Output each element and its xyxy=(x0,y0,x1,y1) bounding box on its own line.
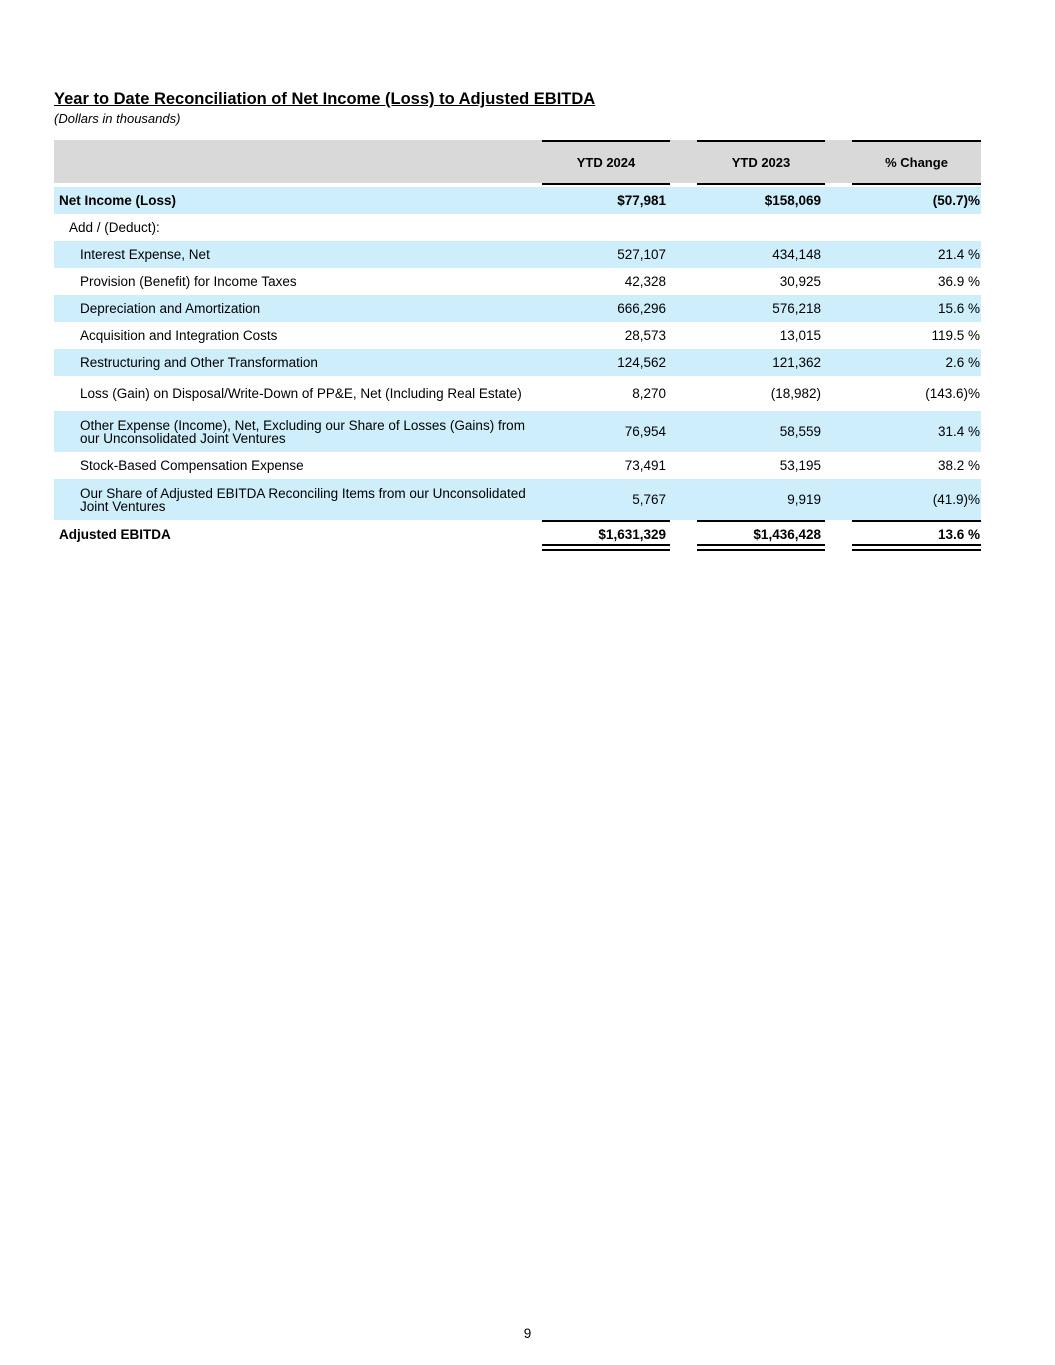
double-underline xyxy=(542,544,670,551)
value-pct-change: 38.2 % xyxy=(937,458,980,473)
value-pct-change: (143.6)% xyxy=(925,386,980,401)
value-ytd-2023: 13,015 xyxy=(779,328,821,343)
row-label: Adjusted EBITDA xyxy=(59,527,171,542)
row-label: Stock-Based Compensation Expense xyxy=(80,458,304,473)
value-ytd-2024: $1,631,329 xyxy=(598,527,666,542)
row-label: Loss (Gain) on Disposal/Write-Down of PP&E, Net (Including Real Estate) xyxy=(80,386,522,401)
value-ytd-2024: $77,981 xyxy=(617,193,666,208)
value-ytd-2024: 28,573 xyxy=(624,328,666,343)
table-row-adjusted-ebitda xyxy=(54,520,981,549)
value-ytd-2024: 42,328 xyxy=(624,274,666,289)
column-header-ytd-2023: YTD 2023 xyxy=(697,140,825,185)
value-ytd-2024: 527,107 xyxy=(617,247,666,262)
column-header-ytd-2024: YTD 2024 xyxy=(542,140,670,185)
value-pct-change: 31.4 % xyxy=(937,424,980,439)
row-label: Net Income (Loss) xyxy=(59,193,177,208)
double-underline xyxy=(852,544,981,551)
row-label: Provision (Benefit) for Income Taxes xyxy=(80,274,297,289)
value-ytd-2024: 76,954 xyxy=(624,424,666,439)
table-header xyxy=(54,140,981,183)
row-label: Other Expense (Income), Net, Excluding our Share of Losses (Gains) from our Unconsolidated Joint Ventures xyxy=(80,417,525,446)
table-row xyxy=(54,322,981,349)
value-ytd-2023: 30,925 xyxy=(779,274,821,289)
value-ytd-2023: 58,559 xyxy=(779,424,821,439)
value-ytd-2023: 53,195 xyxy=(779,458,821,473)
value-pct-change: (50.7)% xyxy=(932,193,980,208)
table-row xyxy=(54,268,981,295)
double-underline xyxy=(697,544,825,551)
table-row-add-deduct xyxy=(54,214,981,241)
table-row xyxy=(54,376,981,411)
row-label: Depreciation and Amortization xyxy=(80,301,261,316)
table-row xyxy=(54,411,981,452)
table-row xyxy=(54,295,981,322)
value-ytd-2023: 576,218 xyxy=(772,301,821,316)
value-ytd-2023: $1,436,428 xyxy=(753,527,821,542)
row-label: Restructuring and Other Transformation xyxy=(80,355,318,370)
total-rule xyxy=(697,520,825,522)
page-number: 9 xyxy=(523,1326,532,1341)
table-row xyxy=(54,479,981,520)
row-label: Acquisition and Integration Costs xyxy=(80,328,278,343)
value-pct-change: 119.5 % xyxy=(931,328,980,343)
table-row xyxy=(54,452,981,479)
value-ytd-2023: $158,069 xyxy=(764,193,821,208)
row-label: Our Share of Adjusted EBITDA Reconciling Items from our Unconsolidated Joint Ventures xyxy=(80,485,526,514)
value-ytd-2023: 121,362 xyxy=(772,355,821,370)
column-header-pct-change: % Change xyxy=(852,140,981,185)
table-row-net-income xyxy=(54,187,981,214)
value-ytd-2024: 8,270 xyxy=(632,386,666,401)
page-title: Year to Date Reconciliation of Net Income (Loss) to Adjusted EBITDA xyxy=(54,90,596,108)
reconciliation-table xyxy=(54,140,981,549)
row-label: Interest Expense, Net xyxy=(80,247,210,262)
total-rule xyxy=(852,520,981,522)
value-pct-change: 2.6 % xyxy=(945,355,980,370)
table-row xyxy=(54,349,981,376)
row-label: Add / (Deduct): xyxy=(69,220,160,235)
value-ytd-2023: (18,982) xyxy=(770,386,821,401)
value-pct-change: 21.4 % xyxy=(937,247,980,262)
value-pct-change: 36.9 % xyxy=(937,274,980,289)
value-ytd-2023: 434,148 xyxy=(772,247,821,262)
value-pct-change: (41.9)% xyxy=(932,492,980,507)
value-ytd-2024: 73,491 xyxy=(624,458,666,473)
page-subtitle: (Dollars in thousands) xyxy=(54,111,181,126)
total-rule xyxy=(542,520,670,522)
table-row xyxy=(54,241,981,268)
value-ytd-2024: 666,296 xyxy=(617,301,666,316)
value-pct-change: 15.6 % xyxy=(937,301,980,316)
value-ytd-2024: 5,767 xyxy=(632,492,666,507)
value-pct-change: 13.6 % xyxy=(937,527,980,542)
value-ytd-2024: 124,562 xyxy=(617,355,666,370)
value-ytd-2023: 9,919 xyxy=(787,492,821,507)
